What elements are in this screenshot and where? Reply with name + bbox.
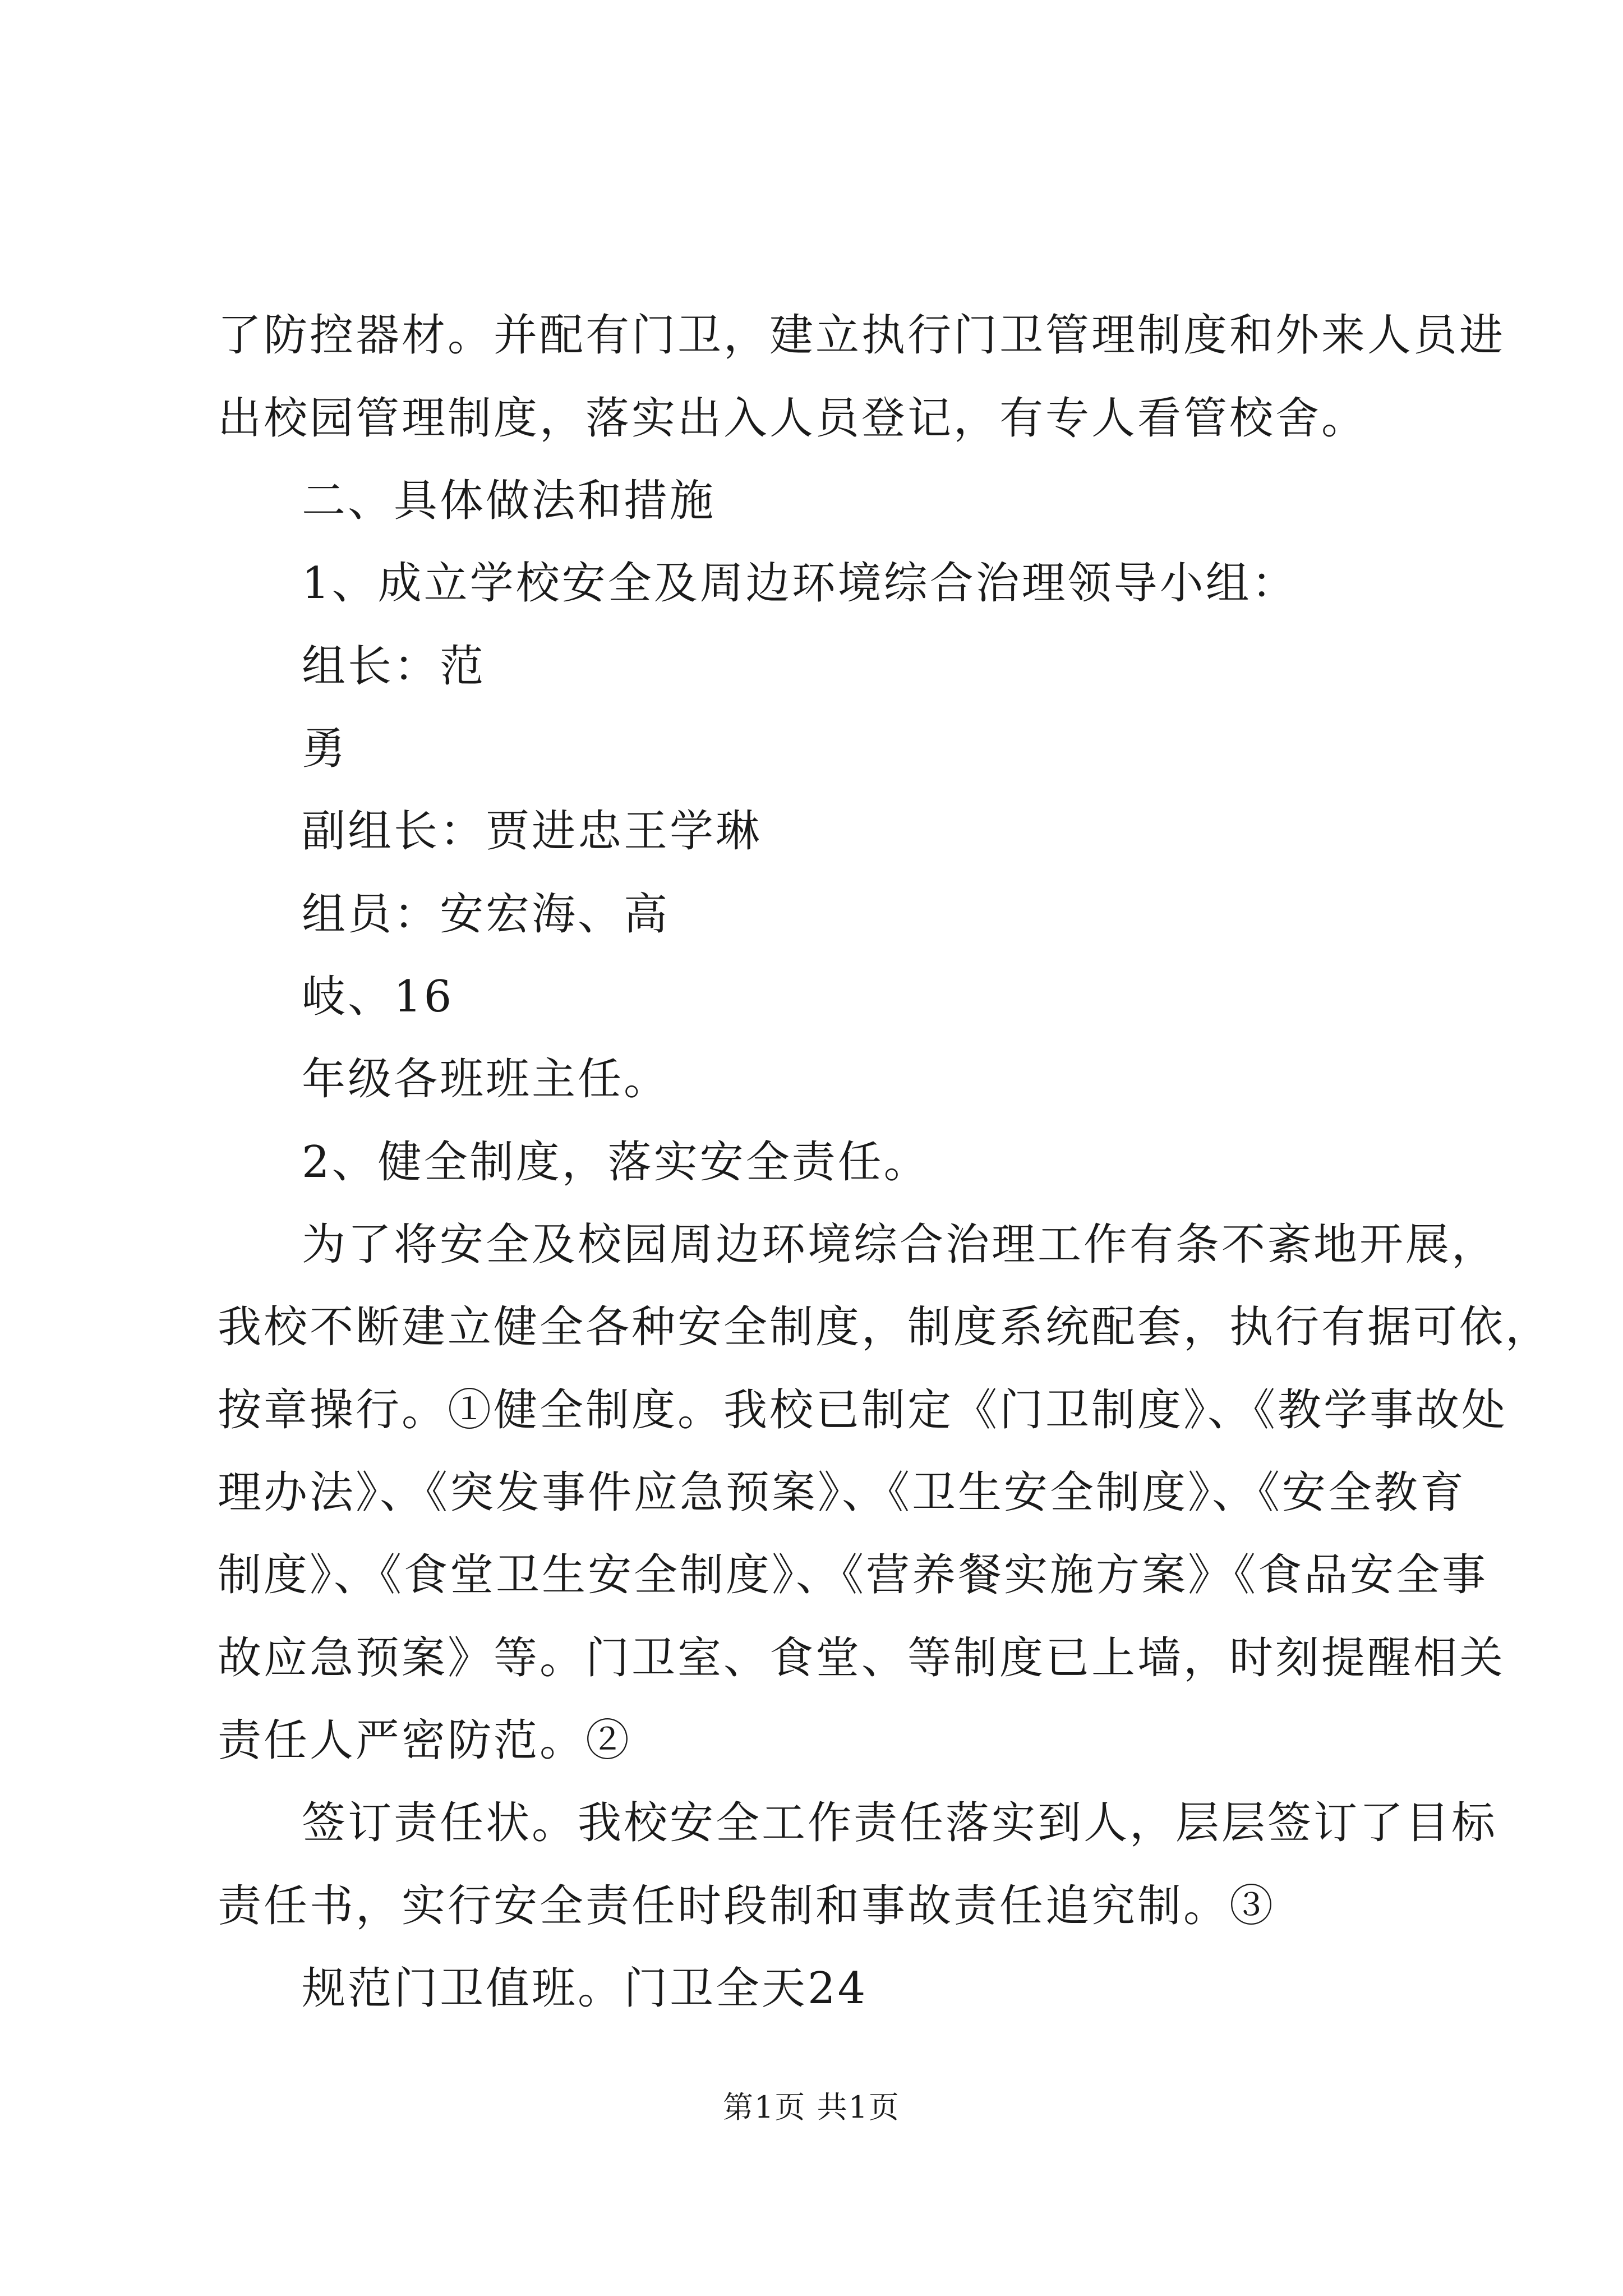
body-text-line: 规范门卫值班。门卫全天24 (302, 1963, 868, 2014)
body-text-line: 按章操行。①健全制度。我校已制定《门卫制度》、《教学事故处 (218, 1385, 1508, 1435)
subsection-heading: 2、健全制度，落实安全责任。 (302, 1137, 930, 1188)
body-text-line: 了防控器材。并配有门卫，建立执行门卫管理制度和外来人员进 (218, 310, 1506, 361)
body-text-line: 岐、16 (302, 972, 454, 1022)
body-text-line: 我校不断建立健全各种安全制度，制度系统配套，执行有据可依， (218, 1302, 1552, 1352)
body-text-line: 责任人严密防范。② (218, 1715, 632, 1766)
body-text-line: 组长：范 (302, 641, 486, 692)
body-text-line: 勇 (302, 724, 348, 774)
body-text-line: 故应急预案》等。门卫室、食堂、等制度已上墙，时刻提醒相关 (218, 1633, 1506, 1683)
body-text-line: 责任书，实行安全责任时段制和事故责任追究制。③ (218, 1881, 1276, 1931)
body-text-line: 副组长：贾进忠王学琳 (302, 806, 762, 857)
section-heading: 二、具体做法和措施 (302, 476, 716, 526)
body-text-line: 签订责任状。我校安全工作责任落实到人，层层签订了目标 (302, 1798, 1498, 1848)
body-text-line: 年级各班班主任。 (302, 1054, 670, 1105)
body-text-line: 制度》、《食堂卫生安全制度》、《营养餐实施方案》《食品安全事 (218, 1550, 1488, 1600)
body-text-line: 为了将安全及校园周边环境综合治理工作有条不紊地开展， (302, 1220, 1498, 1270)
body-text-line: 组员：安宏海、高 (302, 889, 670, 940)
body-text-line: 理办法》、《突发事件应急预案》、《卫生安全制度》、《安全教育 (218, 1467, 1467, 1518)
page-footer: 第1页 共1页 (723, 2090, 900, 2125)
subsection-heading: 1、成立学校安全及周边环境综合治理领导小组： (302, 558, 1298, 609)
body-text-line: 出校园管理制度，落实出入人员登记，有专人看管校舍。 (218, 393, 1368, 444)
